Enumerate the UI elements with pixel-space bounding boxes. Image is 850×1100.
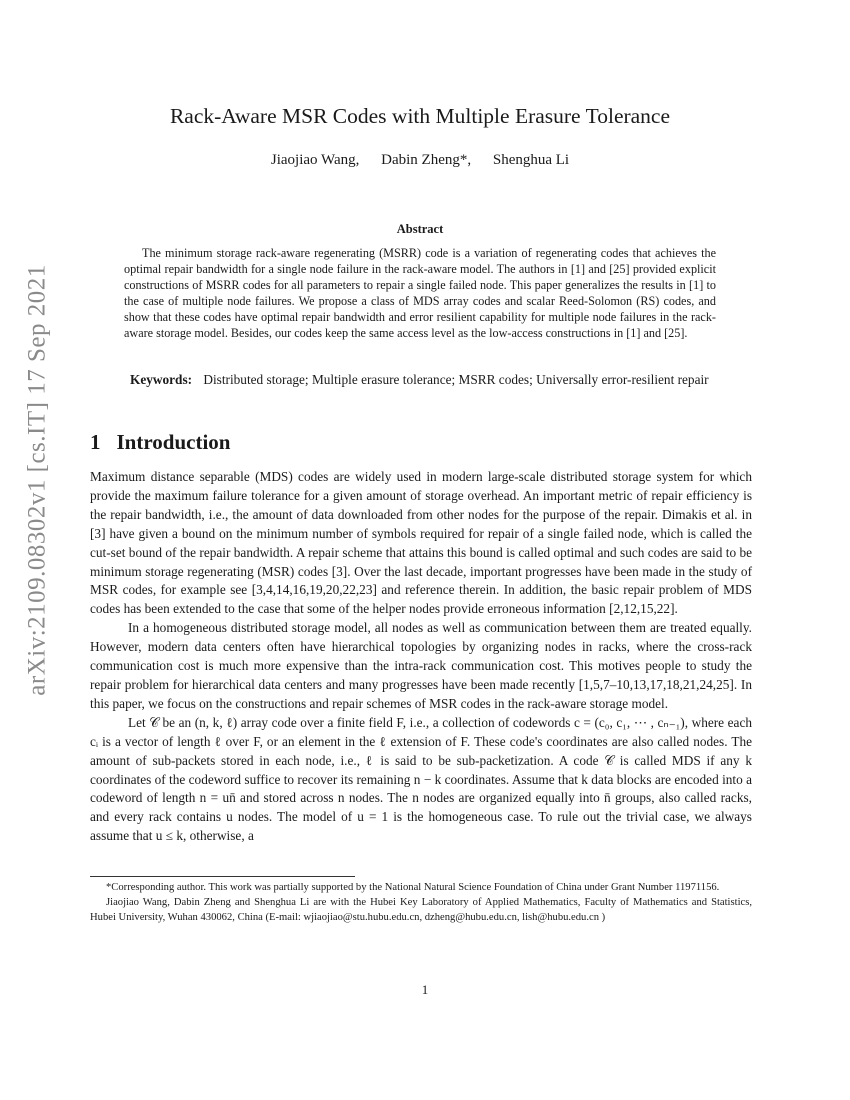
body-paragraph: In a homogeneous distributed storage model, all nodes as well as communication between them are treated equally. However, modern data centers often have hierarchical topologies by organizing nodes in racks, where the cross-rack communication cost is much more expensive than the intra-rack communication cost. This motives people to study the repair problem for hierarchical data centers and many progresses have been made recently [1,5,7–10,13,17,18,21,24,25]. In this paper, we focus on the constructions and repair schemes of MSR codes in the rack-aware storage model. bbox=[90, 620, 752, 711]
footnote-divider bbox=[90, 876, 355, 877]
footnote: Jiaojiao Wang, Dabin Zheng and Shenghua Li are with the Hubei Key Laboratory of Applied Mathematics, Faculty of Mathematics and Statistics, Hubei University, Wuhan 430062, China (E-mail: wjiaojiao@stu.hubu.edu.cn, dzheng@hubu.edu.cn, lish@hubu.edu.cn ) bbox=[90, 897, 752, 923]
author-name: Jiaojiao Wang, bbox=[270, 152, 360, 168]
introduction-body bbox=[90, 468, 752, 846]
arxiv-identifier: arXiv:2109.08302v1 [cs.IT] 17 Sep 2021 bbox=[24, 264, 52, 696]
body-paragraph: Let 𝒞 be an (n, k, ℓ) array code over a finite field F, i.e., a collection of codewords c = (c₀, c₁, ⋯ , cₙ₋₁), where each cᵢ is a vector of length ℓ over F, or an element in the ℓ extension of F. These code's coordinates are also called nodes. The amount of sub-packets stored in each node, i.e., ℓ is said to be sub-packetization. A code 𝒞 is called MDS if any k coordinates of the codeword suffice to recover its remaining n − k coordinates. Assume that k data blocks are encoded into a codeword of length n = un̄ and stored across n nodes. The n nodes are organized equally into n̄ groups, also called racks, and every rack contains u nodes. The model of u = 1 is the homogeneous case. To rule out the trivial case, we always assume that u ≤ k, otherwise, a bbox=[90, 714, 752, 844]
section-heading bbox=[90, 430, 230, 455]
footnote: *Corresponding author. This work was partially supported by the National Natural Science Foundation of China under Grant Number 11971156. bbox=[106, 882, 720, 893]
author-name: Dabin Zheng*, bbox=[381, 152, 472, 168]
keywords-text: Distributed storage; Multiple erasure tolerance; MSRR codes; Universally error-resilient repair bbox=[203, 372, 709, 387]
abstract-text: The minimum storage rack-aware regenerating (MSRR) code is a variation of regenerating codes that achieves the optimal repair bandwidth for a single node failure in the rack-aware model. The authors in [1] and [25] provided explicit constructions of MSRR codes for all parameters to repair a single failed node. This paper generalizes the results in [1] to the case of multiple node failures. We propose a class of MDS array codes and scalar Reed-Solomon (RS) codes, and show that these codes have optimal repair bandwidth and error resilient capability for multiple node failures in the rack-aware storage model. Besides, our codes keep the same access level as the low-access constructions in [1] and [25]. bbox=[124, 246, 716, 341]
keywords-label: Keywords: bbox=[130, 372, 193, 387]
body-paragraph: Maximum distance separable (MDS) codes are widely used in modern large-scale distributed storage system for which provide the maximum failure tolerance for a given amount of storage overhead. An important metric of repair efficiency is the repair bandwidth, i.e., the amount of data downloaded from other nodes for the purpose of the repair. Dimakis et al. in [3] have given a bound on the minimum number of symbols required for repair of a single failed node, which is called the cut-set bound of the repair bandwidth. A repair scheme that attains this bound is called optimal and such codes are said to be minimum storage regenerating (MSR) codes [3]. Over the last decade, important progresses have been made in the study of MSR codes, for example see [3,4,14,16,19,20,22,23] and reference therein. In addition, the basic repair problem of MDS codes has been extended to the case that some of the helper nodes provide erroneous information [2,12,15,22]. bbox=[90, 469, 752, 617]
paper-title: Rack-Aware MSR Codes with Multiple Erasure Tolerance bbox=[169, 104, 671, 128]
abstract-heading: Abstract bbox=[396, 222, 444, 236]
author-list bbox=[90, 152, 750, 169]
page-number: 1 bbox=[421, 982, 429, 997]
section-title: Introduction bbox=[116, 430, 231, 454]
keywords bbox=[90, 371, 752, 388]
footnotes bbox=[90, 880, 752, 925]
section-number: 1 bbox=[90, 430, 101, 454]
arxiv-sidebar bbox=[18, 265, 58, 695]
author-name: Shenghua Li bbox=[492, 152, 570, 168]
